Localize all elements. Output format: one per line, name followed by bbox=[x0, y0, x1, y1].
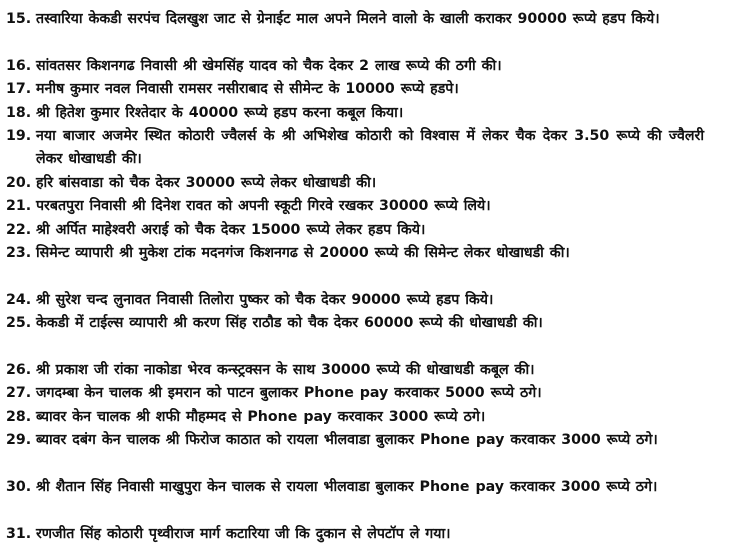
list-item bbox=[6, 125, 704, 172]
item-text: परबतपुरा निवासी श्री दिनेश रावत को अपनी स्कूटी गिरवे रखकर 30000 रूप्ये लिये। bbox=[36, 198, 491, 215]
item-number: 16. bbox=[6, 57, 32, 74]
item-number: 31. bbox=[6, 525, 32, 542]
list-item bbox=[6, 55, 704, 78]
item-text: तस्वारिया केकडी सरपंच दिलखुश जाट से ग्रेनाईट माल अपने मिलने वालो के खाली कराकर 90000 रूप्ये हडप किये। bbox=[36, 11, 660, 27]
list-item bbox=[6, 406, 704, 429]
item-number: 28. bbox=[6, 408, 32, 425]
item-text: श्री सुरेश चन्द लुनावत निवासी तिलोरा पुष्कर को चैक देकर 90000 रूप्ये हडप किये। bbox=[36, 291, 494, 308]
item-text: सांवतसर किशनगढ निवासी श्री खेमसिंह यादव को चैक देकर 2 लाख रूप्ये की ठगी की। bbox=[36, 57, 502, 74]
item-text: श्री शैतान सिंह निवासी माखुपुरा केन चालक से रायला भीलवाडा बुलाकर Phone pay करवाकर 3000 रूप्ये ठगे। bbox=[36, 478, 658, 495]
list-item bbox=[6, 242, 704, 289]
item-number: 26. bbox=[6, 361, 32, 378]
item-number: 22. bbox=[6, 221, 32, 238]
item-number: 20. bbox=[6, 174, 32, 191]
item-text: नया बाजार अजमेर स्थित कोठारी ज्वैलर्स के श्री अभिशेख कोठारी को विश्वास में लेकर चैक देकर 3.50 रूप्ये की ज्वैलरी लेकर धोखाधडी की। bbox=[36, 127, 704, 168]
item-number: 29. bbox=[6, 432, 32, 449]
item-number: 24. bbox=[6, 291, 32, 308]
item-text: रणजीत सिंह कोठारी पृथ्वीराज मार्ग कटारिया जी कि दुकान से लेपटॉप ले गया। bbox=[36, 525, 451, 542]
item-number: 19. bbox=[6, 127, 32, 144]
list-item bbox=[6, 523, 704, 546]
list-item bbox=[6, 359, 704, 382]
item-text: ब्यावर केन चालक श्री शफी मौहम्मद से Phone pay करवाकर 3000 रूप्ये ठगे। bbox=[36, 408, 486, 425]
list-item bbox=[6, 102, 704, 125]
item-number: 21. bbox=[6, 198, 32, 215]
item-text: सिमेन्ट व्यापारी श्री मुकेश टांक मदनगंज किशनगढ से 20000 रूप्ये की सिमेन्ट लेकर धोखाधडी की। bbox=[36, 244, 570, 261]
item-number: 18. bbox=[6, 104, 32, 121]
list-item bbox=[6, 195, 704, 218]
item-text: ब्यावर दबंग केन चालक श्री फिरोज काठात को रायला भीलवाडा बुलाकर Phone pay करवाकर 3000 रूप्ये ठगे। bbox=[36, 432, 658, 449]
item-number: 15. bbox=[6, 11, 32, 27]
item-number: 30. bbox=[6, 478, 32, 495]
item-number: 23. bbox=[6, 244, 32, 261]
item-text: श्री प्रकाश जी रांका नाकोडा भेरव कन्स्ट्रक्सन के साथ 30000 रूप्ये की धोखाधडी कबूल की। bbox=[36, 361, 535, 378]
item-text: केकडी में टाईल्स व्यापारी श्री करण सिंह राठौड को चैक देकर 60000 रूप्ये की धोखाधडी की। bbox=[36, 315, 543, 332]
list-item bbox=[6, 429, 704, 476]
item-text: जगदम्बा केन चालक श्री इमरान को पाटन बुलाकर Phone pay करवाकर 5000 रूप्ये ठगे। bbox=[36, 385, 542, 402]
list-item bbox=[6, 289, 704, 312]
item-number: 25. bbox=[6, 315, 32, 332]
list-item bbox=[6, 312, 704, 359]
list-item bbox=[6, 382, 704, 405]
item-text: श्री अर्पित माहेश्वरी अराई को चैक देकर 15000 रूप्ये लेकर हडप किये। bbox=[36, 221, 426, 238]
list-item bbox=[6, 8, 704, 55]
list-item bbox=[6, 172, 704, 195]
item-text: हरि बांसवाडा को चैक देकर 30000 रूप्ये लेकर धोखाधडी की। bbox=[36, 174, 377, 191]
item-number: 27. bbox=[6, 385, 32, 402]
list-item bbox=[6, 219, 704, 242]
list-item bbox=[6, 476, 704, 523]
list-item bbox=[6, 78, 704, 101]
item-number: 17. bbox=[6, 81, 32, 98]
item-text: मनीष कुमार नवल निवासी रामसर नसीराबाद से सीमेन्ट के 10000 रूप्ये हडपे। bbox=[36, 81, 459, 98]
item-text: श्री हितेश कुमार रिश्तेदार के 40000 रूप्ये हडप करना कबूल किया। bbox=[36, 104, 404, 121]
